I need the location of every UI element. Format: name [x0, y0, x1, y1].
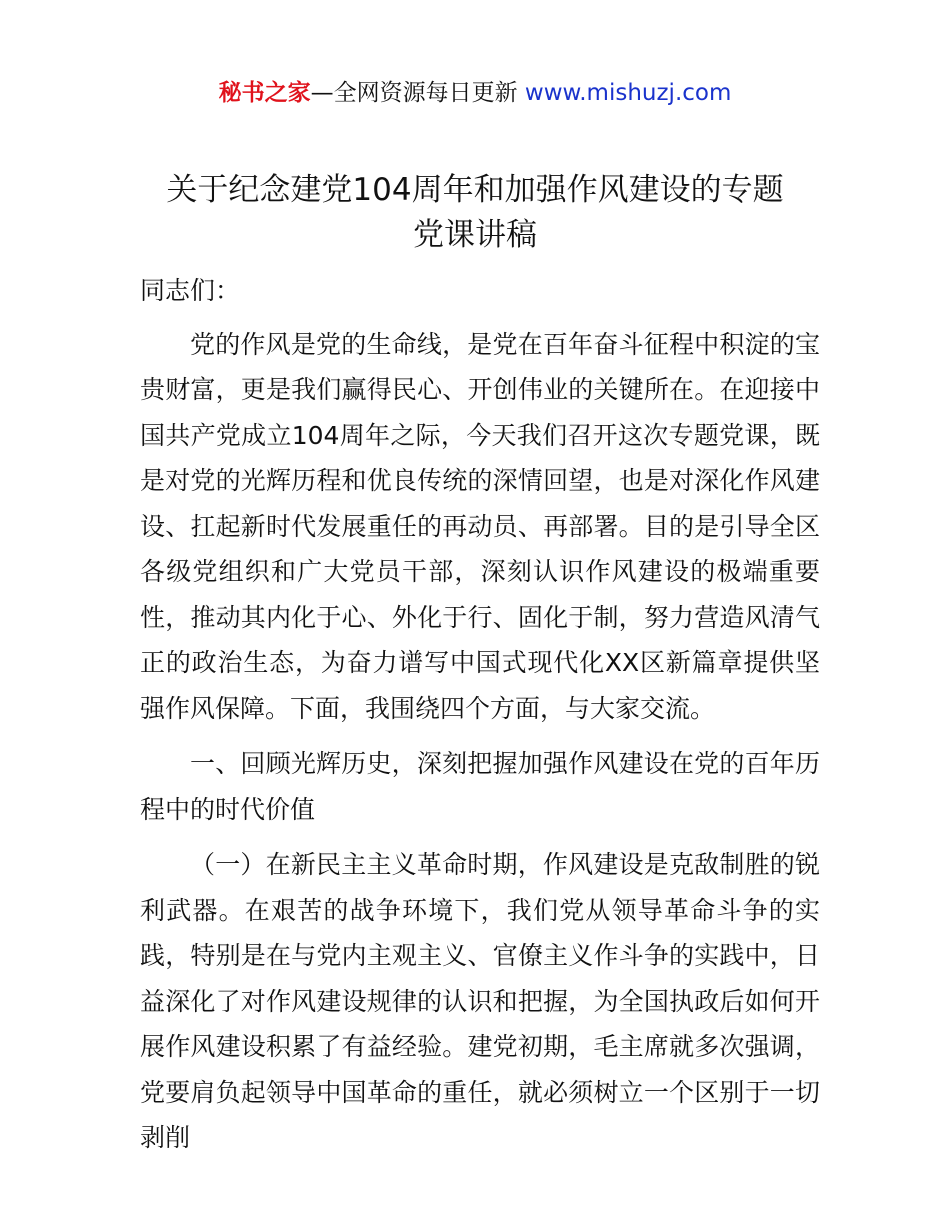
header-tagline: —全网资源每日更新	[310, 80, 525, 106]
paragraph-intro: 党的作风是党的生命线，是党在百年奋斗征程中积淀的宝贵财富，更是我们赢得民心、开创伟业的关键所在。在迎接中国共产党成立104周年之际，今天我们召开这次专题党课，既是对党的光辉历程和优良传统的深情回望，也是对深化作风建设、扛起新时代发展重任的再动员、再部署。目的是引导全区各级党组织和广大党员干部，深刻认识作风建设的极端重要性，推动其内化于心、外化于行、固化于制，努力营造风清气正的政治生态，为奋力谱写中国式现代化XX区新篇章提供坚强作风保障。下面，我围绕四个方面，与大家交流。	[140, 329, 820, 723]
paragraph-subsection-1: （一）在新民主主义革命时期，作风建设是克敌制胜的锐利武器。在艰苦的战争环境下，我们党从领导革命斗争的实践，特别是在与党内主观主义、官僚主义作斗争的实践中，日益深化了对作风建设规律的认识和把握，为全国执政后如何开展作风建设积累了有益经验。建党初期，毛主席就多次强调，党要肩负起领导中国革命的重任，就必须树立一个区别于一切剥削	[140, 850, 820, 1152]
title-line-2: 党课讲稿	[413, 217, 537, 253]
salutation: 同志们：	[140, 276, 241, 305]
title-line-1: 关于纪念建党104周年和加强作风建设的专题	[166, 172, 784, 208]
section-heading-1: 一、回顾光辉历史，深刻把握加强作风建设在党的百年历程中的时代价值	[140, 749, 820, 824]
brand-name: 秘书之家	[218, 80, 311, 106]
site-header	[0, 76, 950, 110]
document-title	[100, 168, 850, 258]
site-url-link[interactable]: www.mishuzj.com	[524, 80, 732, 106]
document-body	[140, 268, 820, 1161]
